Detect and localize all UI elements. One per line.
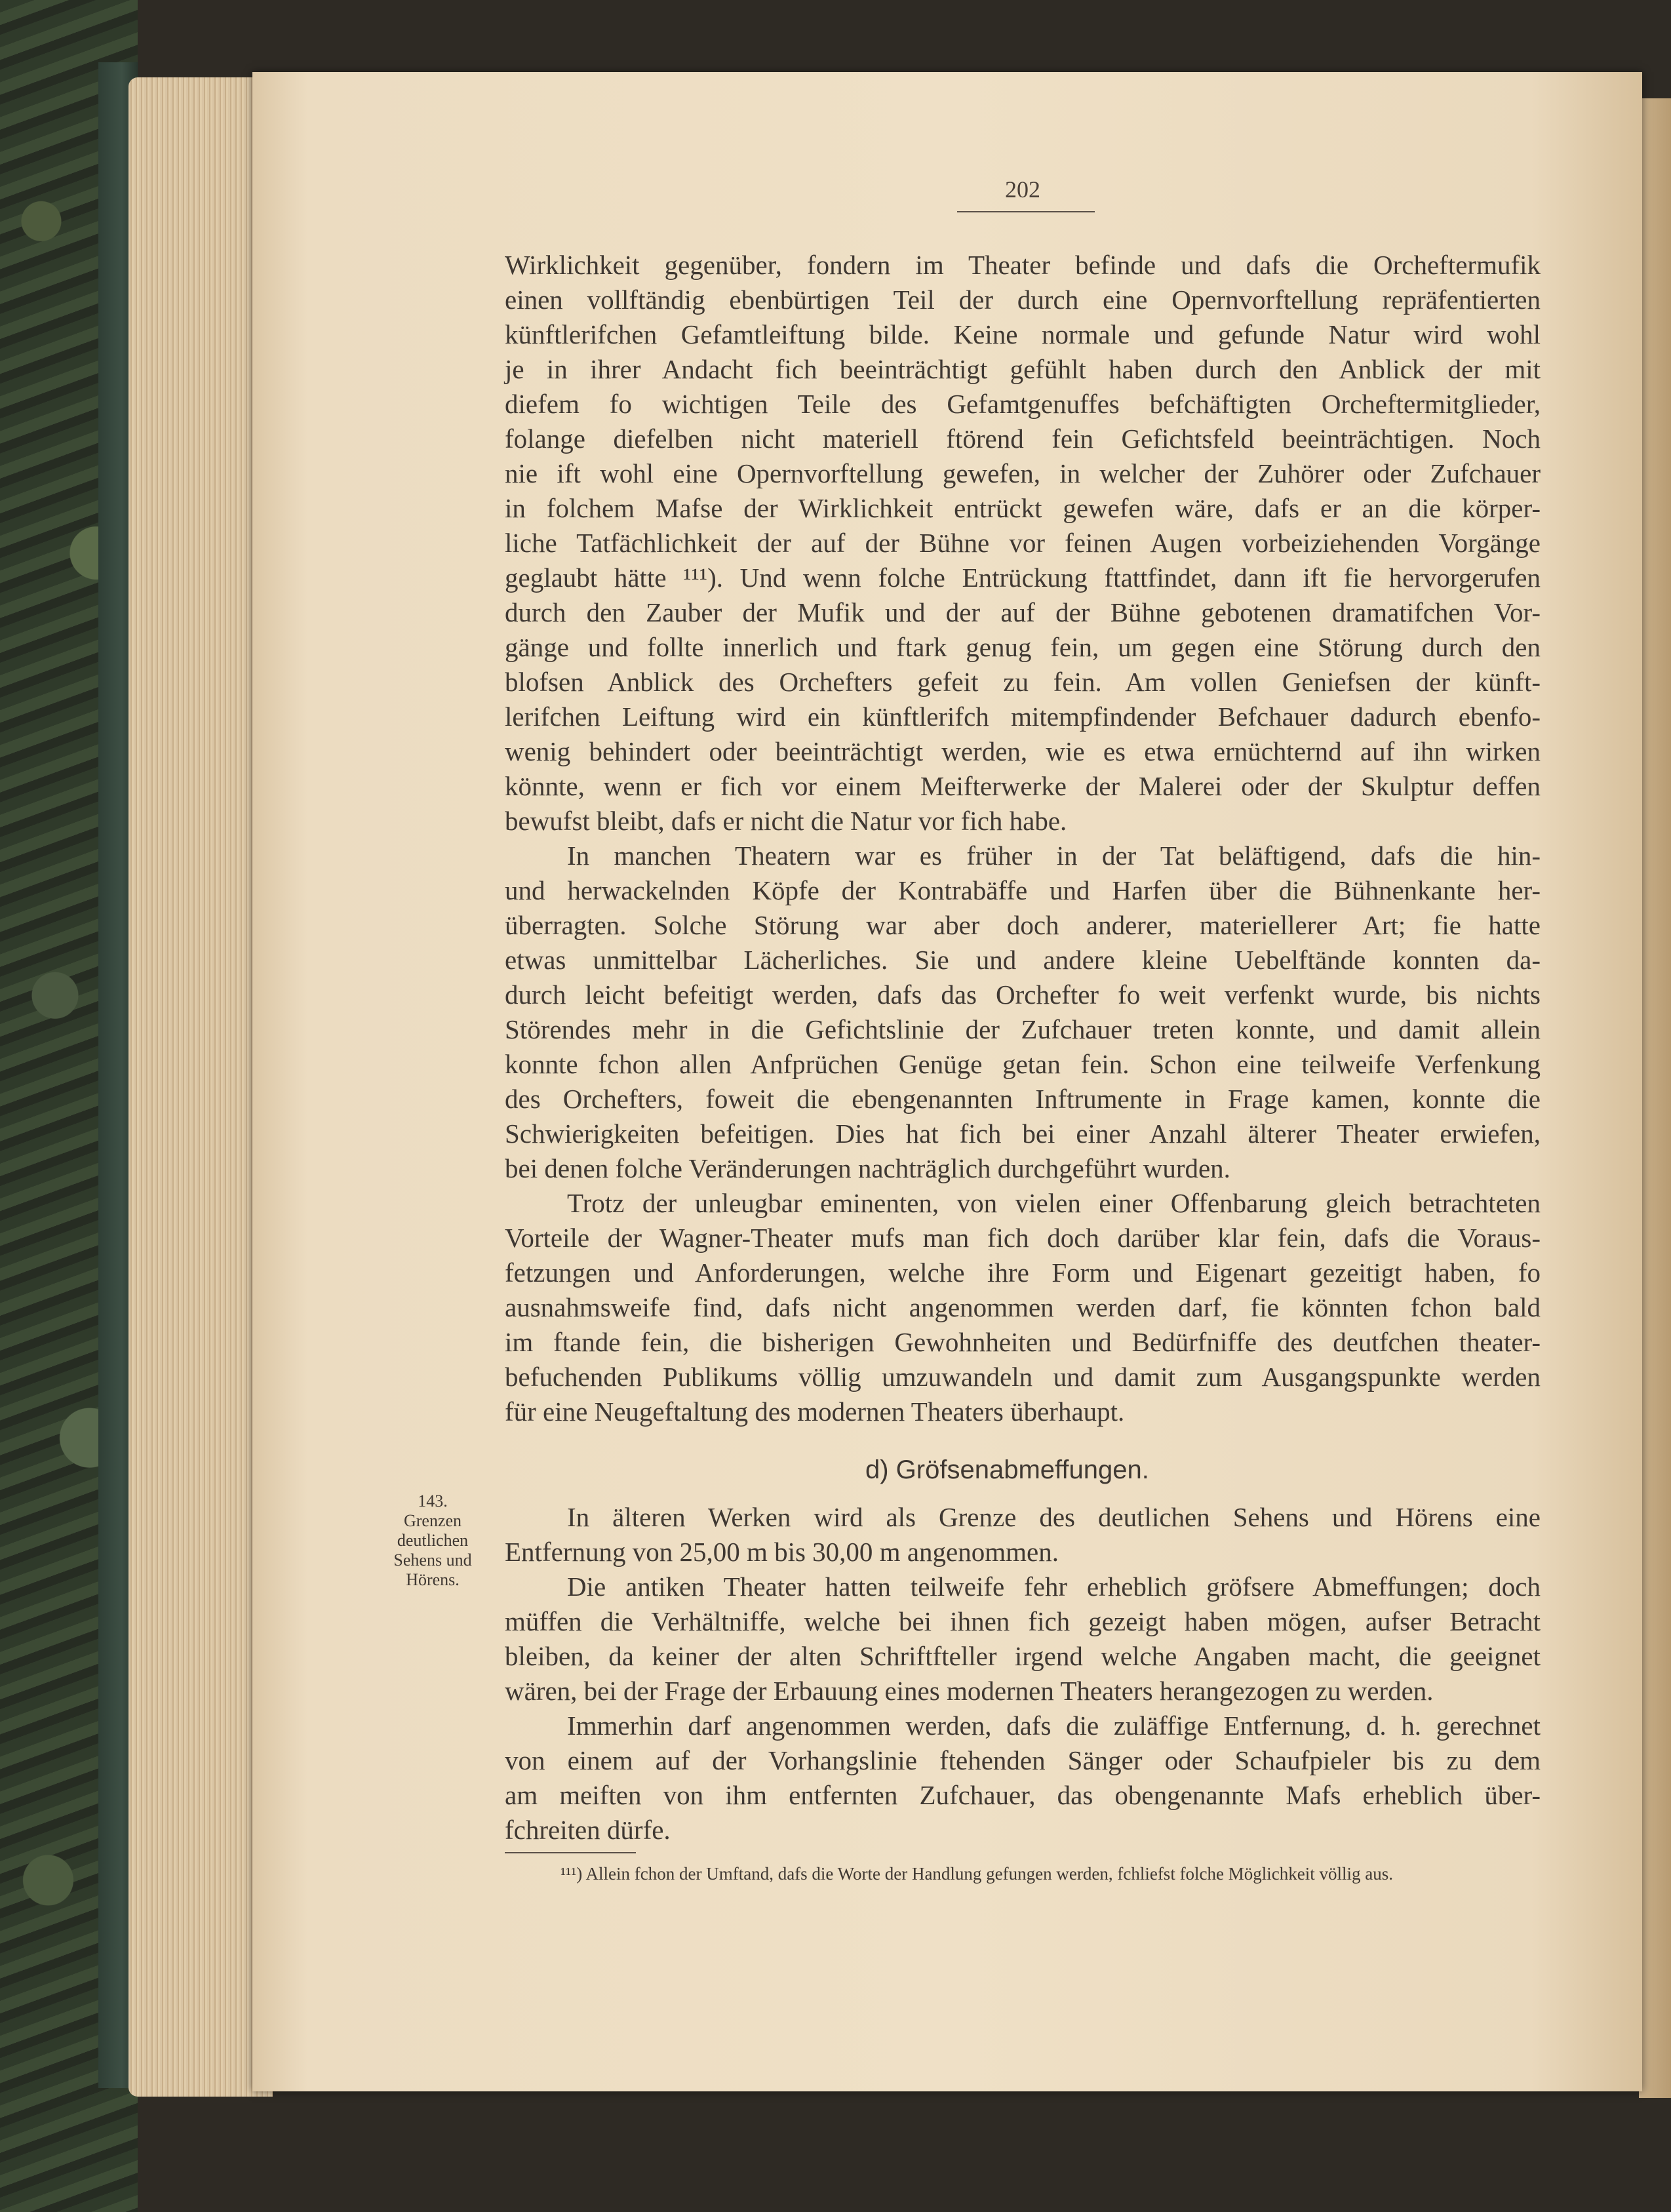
text-line: blofsen Anblick des Orchefters gefeit zu fein. Am vollen Geniefsen der künft- <box>505 667 1541 697</box>
text-line: geglaubt hätte ¹¹¹). Und wenn folche Entrückung ftattfindet, dann ift fie hervorgerufen <box>505 563 1541 593</box>
text-line: Wirklichkeit gegenüber, fondern im Theater befinde und dafs die Orcheftermufik <box>505 250 1541 280</box>
text-line: In manchen Theatern war es früher in der Tat beläftigend, dafs die hin- <box>567 840 1541 871</box>
text-line: Immerhin darf angenommen werden, dafs die zuläffige Entfernung, d. h. gerechnet <box>567 1710 1541 1741</box>
marginal-note-line: Hörens. <box>406 1570 460 1589</box>
text-line: künftlerifchen Gefamtleiftung bilde. Keine normale und gefunde Natur wird wohl <box>505 319 1541 349</box>
text-line: folange diefelben nicht materiell ftörend fein Gefichtsfeld beeinträchtigen. Noch <box>505 424 1541 454</box>
text-line: könnte, wenn er fich vor einem Meifterwerke der Malerei oder der Skulptur deffen <box>505 771 1541 801</box>
text-line: Störendes mehr in die Gefichtslinie der Zufchauer treten konnte, und damit allein <box>505 1014 1541 1044</box>
text-line: Vorteile der Wagner-Theater mufs man fich doch darüber klar fein, dafs die Voraus- <box>505 1223 1541 1253</box>
page-number-rule <box>957 211 1095 212</box>
text-line: für eine Neugeftaltung des modernen Theaters überhaupt. <box>505 1396 1125 1427</box>
text-line: diefem fo wichtigen Teile des Gefamtgenuffes befchäftigten Orcheftermitglieder, <box>505 389 1541 419</box>
text-line: fchreiten dürfe. <box>505 1815 671 1845</box>
footnote: ¹¹¹) Allein fchon der Umftand, dafs die Worte der Handlung gefungen werden, fchliefst folche Möglichkeit völlig aus. <box>560 1864 1394 1884</box>
section-heading: d) Gröfsenabmeffungen. <box>865 1455 1149 1484</box>
text-line: je in ihrer Andacht fich beeinträchtigt gefühlt haben durch den Anblick der mit <box>505 354 1541 384</box>
marginal-note-line: Grenzen <box>403 1511 462 1530</box>
text-line: Die antiken Theater hatten teilweife fehr erheblich gröfsere Abmeffungen; doch <box>567 1571 1541 1602</box>
page-edges <box>128 77 273 2097</box>
page-number: 202 <box>1005 176 1040 203</box>
text-line: ausnahmsweife find, dafs nicht angenommen werden darf, fie könnten fchon bald <box>505 1292 1541 1322</box>
text-line: einen vollftändig ebenbürtigen Teil der durch eine Opernvorftellung repräfentierten <box>505 285 1541 315</box>
text-line: In älteren Werken wird als Grenze des deutlichen Sehens und Hörens eine <box>567 1502 1541 1532</box>
text-line: in folchem Mafse der Wirklichkeit entrückt gewefen wäre, dafs er an die körper- <box>505 493 1541 523</box>
text-line: durch leicht befeitigt werden, dafs das Orchefter fo weit verfenkt wurde, bis nichts <box>505 979 1541 1010</box>
text-line: konnte fchon allen Anfprüchen Genüge getan fein. Schon eine teilweife Verfenkung <box>505 1049 1541 1079</box>
text-line: liche Tatfächlichkeit der auf der Bühne vor feinen Augen vorbeiziehenden Vorgänge <box>505 528 1541 558</box>
text-line: überragten. Solche Störung war aber doch anderer, materiellerer Art; fie hatte <box>505 910 1541 940</box>
footnote-rule <box>505 1852 636 1853</box>
text-line: bewufst bleibt, dafs er nicht die Natur vor fich habe. <box>505 806 1067 836</box>
marginal-note <box>367 1491 498 1590</box>
marginal-note-line: Sehens und <box>393 1550 472 1570</box>
text-line: des Orchefters, foweit die ebengenannten Inftrumente in Frage kamen, konnte die <box>505 1084 1541 1114</box>
text-line: bleiben, da keiner der alten Schriftfteller irgend welche Angaben macht, die geeignet <box>505 1641 1541 1671</box>
marginal-note-line: deutlichen <box>397 1531 469 1550</box>
text-line: Schwierigkeiten befeitigen. Dies hat fich bei einer Anzahl älterer Theater erwiefen, <box>505 1118 1541 1149</box>
text-line: und herwackelnden Köpfe der Kontrabäffe und Harfen über die Bühnenkante her- <box>505 875 1541 905</box>
marginal-note-number: 143. <box>418 1491 448 1511</box>
text-line: lerifchen Leiftung wird ein künftlerifch mitempfindender Befchauer dadurch ebenfo- <box>505 701 1541 732</box>
text-line: wären, bei der Frage der Erbauung eines modernen Theaters herangezogen zu werden. <box>505 1676 1434 1706</box>
text-line: Entfernung von 25,00 m bis 30,00 m angenommen. <box>505 1537 1059 1567</box>
text-line: fetzungen und Anforderungen, welche ihre Form und Eigenart gezeitigt haben, fo <box>505 1257 1541 1288</box>
text-line: im ftande fein, die bisherigen Gewohnheiten und Bedürfniffe des deutfchen theater- <box>505 1327 1541 1357</box>
text-line: nie ift wohl eine Opernvorftellung gewefen, in welcher der Zuhörer oder Zufchauer <box>505 458 1541 488</box>
next-page-edge <box>1639 98 1671 2098</box>
text-line: Trotz der unleugbar eminenten, von vielen einer Offenbarung gleich betrachteten <box>567 1188 1541 1218</box>
text-line: etwas unmittelbar Lächerliches. Sie und andere kleine Uebelftände konnten da- <box>505 945 1541 975</box>
text-line: von einem auf der Vorhangslinie ftehenden Sänger oder Schaufpieler bis zu dem <box>505 1745 1541 1775</box>
text-line: durch den Zauber der Mufik und der auf der Bühne gebotenen dramatifchen Vor- <box>505 597 1541 627</box>
text-line: befuchenden Publikums völlig umzuwandeln und damit zum Ausgangspunkte werden <box>505 1362 1541 1392</box>
text-line: müffen die Verhältniffe, welche bei ihnen fich gezeigt haben mögen, aufser Betracht <box>505 1606 1541 1636</box>
text-line: am meiften von ihm entfernten Zufchauer, das obengenannte Mafs erheblich über- <box>505 1780 1541 1810</box>
text-line: wenig behindert oder beeinträchtigt werden, wie es etwa ernüchternd auf ihn wirken <box>505 736 1541 766</box>
text-line: bei denen folche Veränderungen nachträglich durchgeführt wurden. <box>505 1153 1230 1183</box>
text-line: gänge und follte innerlich und ftark genug fein, um gegen eine Störung durch den <box>505 632 1541 662</box>
